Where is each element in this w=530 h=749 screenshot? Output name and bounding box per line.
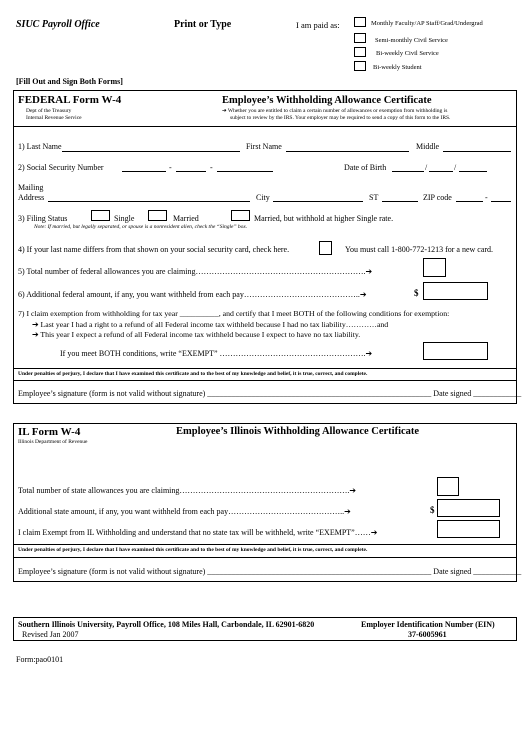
- divider: [13, 380, 516, 381]
- single-label: Single: [114, 214, 135, 223]
- il-dept: Illinois Department of Revenue: [18, 439, 88, 445]
- city-input[interactable]: [273, 201, 363, 202]
- line5-text: 5) Total number of federal allowances you are claiming……………………………………………………….➔: [18, 267, 373, 276]
- address-label: Address: [18, 193, 45, 202]
- print-or-type: Print or Type: [174, 19, 232, 30]
- zip-ext-input[interactable]: [491, 201, 511, 202]
- dob-slash: /: [454, 163, 457, 172]
- federal-perjury-statement: Under penalties of perjury, I declare that I have examined this certificate and to the best of my knowledge and belief, it is true, correct, and complete.: [18, 371, 368, 377]
- name-differs-checkbox[interactable]: [319, 241, 332, 255]
- pay-type-biweekly-student-checkbox[interactable]: [354, 61, 366, 71]
- federal-dept1: Dept of the Treasury: [26, 108, 72, 114]
- federal-cert-title: Employee’s Withholding Allowance Certificate: [222, 95, 432, 106]
- footer-revised: Revised Jan 2007: [22, 630, 79, 639]
- divider: [13, 368, 516, 369]
- federal-cert-note1: ➔ Whether you are entitled to claim a certain number of allowances or exemption from withholding is: [222, 108, 448, 114]
- il-exempt-input[interactable]: [437, 520, 500, 538]
- line7b-text: ➔ This year I expect a refund of all Federal income tax withheld because I expect to have no tax liability.: [32, 330, 361, 339]
- single-checkbox[interactable]: [91, 210, 110, 221]
- ssn-label: 2) Social Security Number: [18, 163, 104, 172]
- filing-status-label: 3) Filing Status: [18, 214, 68, 223]
- footer-address: Southern Illinois University, Payroll Office, 108 Miles Hall, Carbondale, IL 62901-6820: [18, 620, 315, 629]
- line6-text: 6) Additional federal amount, if any, you want withheld from each pay……………………………………..➔: [18, 290, 367, 299]
- middle-input[interactable]: [443, 151, 511, 152]
- married-higher-label: Married, but withhold at higher Single rate.: [254, 214, 394, 223]
- state-label: ST: [369, 193, 379, 202]
- ein-value: 37-6005961: [408, 630, 447, 639]
- line4-call-note: You must call 1-800-772-1213 for a new card.: [345, 245, 494, 254]
- divider: [13, 544, 516, 545]
- dob-month-input[interactable]: [392, 171, 424, 172]
- il-perjury-statement: Under penalties of perjury, I declare that I have examined this certificate and to the best of my knowledge and belief, it is true, correct, and complete.: [18, 547, 368, 553]
- pay-type-semimonthly-label: Semi-monthly Civil Service: [375, 37, 448, 44]
- first-name-label: First Name: [246, 142, 282, 151]
- pay-type-monthly-label: Monthly Faculty/AP Staff/Grad/Undergrad: [371, 20, 483, 27]
- form-id: Form:pao0101: [16, 655, 64, 664]
- il-cert-title: Employee’s Illinois Withholding Allowance Certificate: [176, 426, 420, 437]
- line7-text: 7) I claim exemption from withholding for tax year __________, and certify that I meet BOTH of the following conditions for exemption:: [18, 309, 450, 318]
- instruction: [Fill Out and Sign Both Forms]: [16, 77, 123, 86]
- middle-label: Middle: [416, 142, 440, 151]
- divider: [13, 557, 516, 558]
- ssn-part1-input[interactable]: [122, 171, 166, 172]
- dob-year-input[interactable]: [459, 171, 487, 172]
- state-input[interactable]: [382, 201, 418, 202]
- married-checkbox[interactable]: [148, 210, 167, 221]
- federal-allowances-input[interactable]: [423, 258, 446, 277]
- last-name-input[interactable]: [62, 151, 240, 152]
- pay-type-monthly-checkbox[interactable]: [354, 17, 366, 27]
- paid-as-label: I am paid as:: [296, 20, 340, 30]
- city-label: City: [256, 193, 270, 202]
- il-allowances-input[interactable]: [437, 477, 459, 496]
- federal-form-title: FEDERAL Form W-4: [18, 94, 122, 106]
- last-name-label: 1) Last Name: [18, 142, 62, 151]
- ein-label: Employer Identification Number (EIN): [361, 620, 495, 629]
- married-higher-checkbox[interactable]: [231, 210, 250, 221]
- line7c-text: If you meet BOTH conditions, write “EXEMPT” ……………………………………………….➔: [60, 349, 373, 358]
- zip-dash: -: [485, 193, 488, 202]
- dollar-sign: $: [414, 288, 419, 298]
- federal-exempt-input[interactable]: [423, 342, 488, 360]
- line4-text: 4) If your last name differs from that shown on your social security card, check here.: [18, 245, 290, 254]
- dob-slash: /: [425, 163, 428, 172]
- pay-type-biweekly-civil-label: Bi-weekly Civil Service: [376, 50, 439, 57]
- ssn-part3-input[interactable]: [217, 171, 273, 172]
- zip-input[interactable]: [456, 201, 483, 202]
- dob-day-input[interactable]: [429, 171, 453, 172]
- line7a-text: ➔ Last year I had a right to a refund of all Federal income tax withheld because I had no tax liability…………and: [32, 320, 389, 329]
- federal-cert-note2: subject to review by the IRS. Your employer may be required to send a copy of this form to the IRS.: [230, 115, 451, 121]
- address-input[interactable]: [48, 201, 250, 202]
- first-name-input[interactable]: [286, 151, 409, 152]
- divider: [13, 126, 516, 127]
- pay-type-biweekly-student-label: Bi-weekly Student: [373, 64, 422, 71]
- il-signature-line[interactable]: Employee’s signature (form is not valid without signature) ________________________________________________________ Date signed ____________: [18, 567, 522, 576]
- federal-dept2: Internal Revenue Service: [26, 115, 82, 121]
- office-name: SIUC Payroll Office: [16, 19, 100, 30]
- federal-additional-amount-input[interactable]: [423, 282, 488, 300]
- il-form-title: IL Form W-4: [18, 426, 81, 438]
- il-line3-text: I claim Exempt from IL Withholding and understand that no state tax will be withheld, write “EXEMPT”……➔: [18, 528, 378, 537]
- ssn-dash: -: [169, 163, 172, 172]
- mailing-label: Mailing: [18, 183, 44, 192]
- zip-label: ZIP code: [423, 193, 452, 202]
- married-label: Married: [173, 214, 199, 223]
- il-line1-text: Total number of state allowances you are claiming……………………………………………………….➔: [18, 486, 357, 495]
- ssn-part2-input[interactable]: [176, 171, 206, 172]
- filing-note: Note: If married, but legally separated, or spouse is a nonresident alien, check the “Single” box.: [34, 224, 248, 230]
- federal-signature-line[interactable]: Employee’s signature (form is not valid without signature) ________________________________________________________ Date signed ____________: [18, 389, 522, 398]
- pay-type-biweekly-civil-checkbox[interactable]: [354, 47, 366, 57]
- il-line2-text: Additional state amount, if any, you want withheld from each pay……………………………………..➔: [18, 507, 351, 516]
- dob-label: Date of Birth: [344, 163, 387, 172]
- pay-type-semimonthly-checkbox[interactable]: [354, 33, 366, 43]
- dollar-sign: $: [430, 505, 435, 515]
- il-additional-amount-input[interactable]: [437, 499, 500, 517]
- ssn-dash: -: [210, 163, 213, 172]
